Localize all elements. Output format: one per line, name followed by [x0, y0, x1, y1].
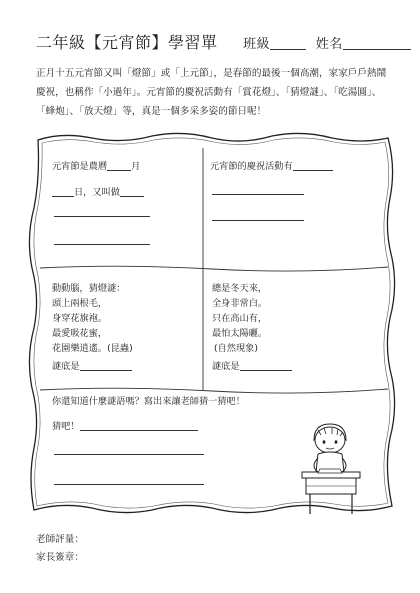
- riddle2-block: [212, 281, 352, 374]
- box1-line2: [52, 182, 144, 200]
- riddle2-line: 只在高山有，: [212, 313, 268, 324]
- name-label: 姓名: [315, 37, 343, 52]
- teacher-evaluation-label: 老師評量：: [36, 534, 84, 545]
- month-field[interactable]: [107, 156, 131, 171]
- riddle2-answer-row: [212, 356, 352, 374]
- parent-signature-label: 家長簽章：: [36, 552, 84, 563]
- class-label: 班級: [243, 37, 271, 52]
- box2-prompt-row: [210, 156, 333, 174]
- box2-answer-line-2[interactable]: [212, 220, 304, 221]
- name-field[interactable]: [343, 35, 411, 50]
- box5-guess-row: [52, 416, 198, 434]
- riddle1-intro: 動動腦，猜燈謎：: [52, 283, 126, 294]
- riddle1-answer-label: 謎底是: [52, 361, 80, 372]
- box5-answer-line-1[interactable]: [54, 454, 204, 455]
- riddle1-answer-row: [52, 356, 180, 374]
- activity-field[interactable]: [293, 156, 333, 171]
- box5-guess-field[interactable]: [80, 416, 198, 431]
- intro-paragraph: 正月十五元宵節又叫「燈節」或「上元節」，是春節的最後一個高潮，家家戶戶熱鬧慶祝，也稱作「小過年」。元宵節的慶祝活動有「賞花燈」、「猜燈謎」、「吃湯圓」、「蜂炮」、「放天燈」等，真是一個多采多姿的節日呢！: [36, 68, 387, 117]
- riddle1-line: 頭上兩根毛，: [52, 298, 108, 309]
- riddle2-line: 全身非常白。: [212, 298, 268, 309]
- box2-answer-line-1[interactable]: [212, 194, 304, 195]
- riddle1-line: 花園樂逍遙。(昆蟲): [52, 343, 133, 354]
- riddle1-line: 最愛吸花蜜，: [52, 328, 108, 339]
- middle-divider: [40, 266, 388, 271]
- box1-line1: [52, 156, 140, 174]
- child-at-desk-illustration: [296, 420, 366, 516]
- riddle2-line: 總是冬天來，: [212, 283, 268, 294]
- worksheet-title: 二年級【元宵節】學習單: [36, 33, 218, 52]
- riddle2-answer-label: 謎底是: [212, 361, 240, 372]
- box1-line2-text: 日，又叫做: [74, 187, 120, 198]
- worksheet-title-row: [36, 30, 411, 53]
- alias-field[interactable]: [120, 182, 144, 197]
- riddle2-answer-field[interactable]: [240, 356, 292, 371]
- box1-answer-line-1[interactable]: [54, 216, 150, 217]
- day-field[interactable]: [52, 182, 74, 197]
- box1-answer-line-2[interactable]: [54, 244, 150, 245]
- box5-answer-line-2[interactable]: [54, 484, 204, 485]
- box5-question: 你還知道什麼謎語嗎？寫出來讓老師猜一猜吧！: [52, 396, 245, 407]
- riddle2-line: 最怕太陽曬。: [212, 328, 268, 339]
- riddle1-block: [52, 281, 180, 374]
- lower-divider: [40, 388, 388, 393]
- box5-guess-label: 猜吧！: [52, 421, 80, 432]
- riddle2-line: (自然現象): [214, 343, 258, 354]
- riddle1-line: 身穿花旗袍。: [52, 313, 108, 324]
- box1-line1-prefix: 元宵節是農曆: [52, 161, 108, 172]
- box1-line1-suffix: 月: [131, 161, 141, 172]
- class-field[interactable]: [270, 35, 306, 50]
- riddle1-answer-field[interactable]: [80, 356, 132, 371]
- box2-prompt: 元宵節的慶祝活動有: [210, 161, 293, 172]
